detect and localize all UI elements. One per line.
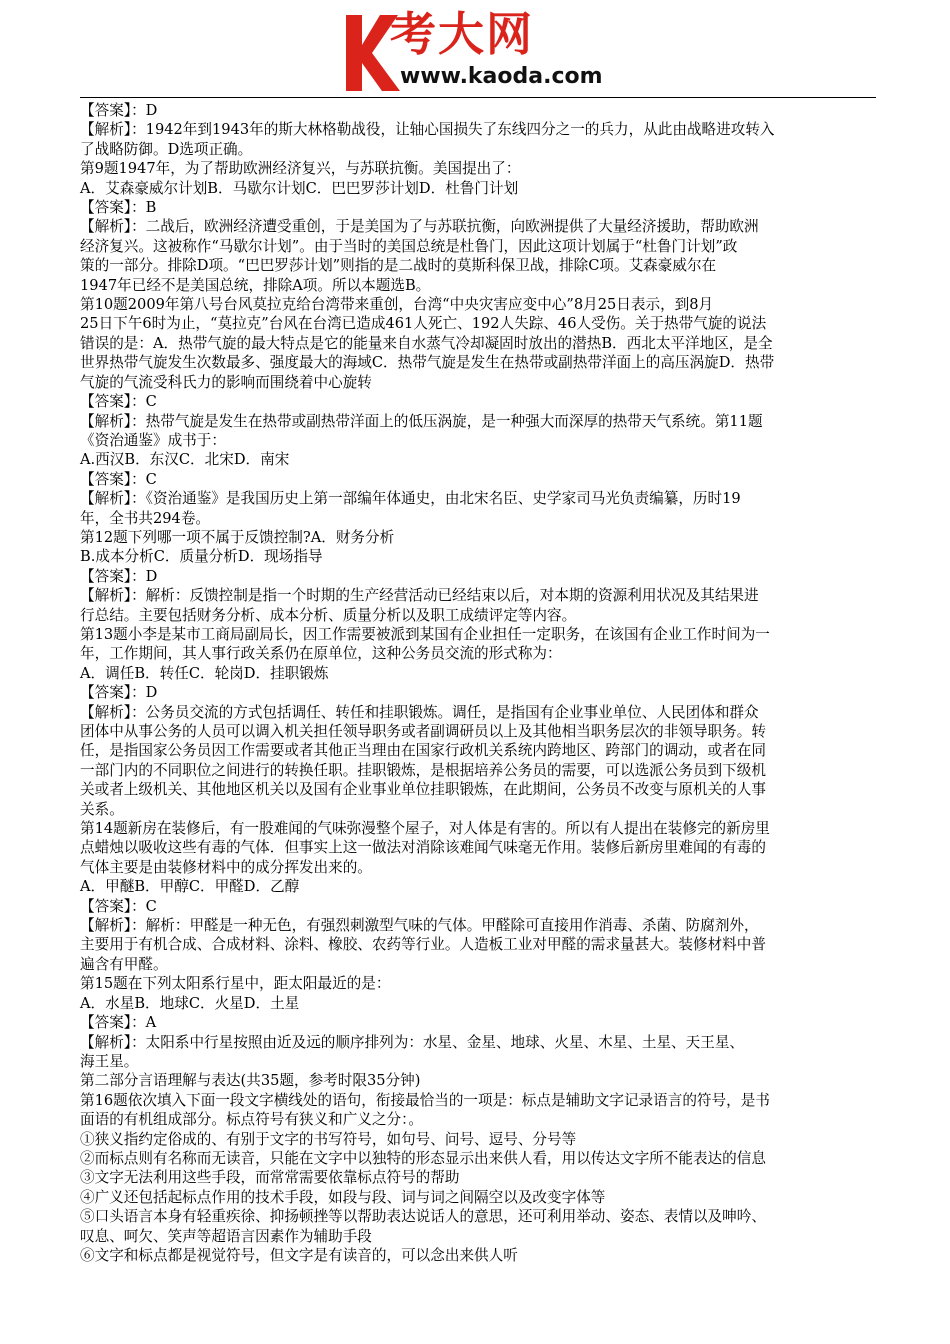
- text-line: B.成本分析C．质量分析D．现场指导: [80, 548, 323, 566]
- text-line: 第13题小李是某市工商局副局长，因工作需要被派到某国有企业担任一定职务，在该国有企业工作时间为一: [80, 625, 770, 643]
- text-line: 【答案】：A: [80, 1014, 157, 1032]
- text-line: 气旋的气流受科氏力的影响而围绕着中心旋转: [80, 373, 372, 391]
- text-line: 遍含有甲醛。: [80, 955, 168, 973]
- text-line: 叹息、呵欠、笑声等超语言因素作为辅助手段: [80, 1227, 372, 1245]
- text-line: 【答案】：D: [80, 684, 158, 702]
- header-divider: [80, 97, 876, 98]
- text-line: 【解析】：公务员交流的方式包括调任、转任和挂职锻炼。调任，是指国有企业事业单位、人民团体和群众: [80, 703, 759, 721]
- text-line: 世界热带气旋发生次数最多、强度最大的海域C．热带气旋是发生在热带或副热带洋面上的高压涡旋D．热带: [80, 354, 775, 372]
- text-line: 【解析】：热带气旋是发生在热带或副热带洋面上的低压涡旋，是一种强大而深厚的热带天气系统。第11题: [80, 412, 763, 430]
- text-line: 【答案】：C: [80, 470, 157, 488]
- text-line: 年，工作期间，其人事行政关系仍在原单位，这种公务员交流的形式称为：: [80, 645, 562, 663]
- text-line: 错误的是：A．热带气旋的最大特点是它的能量来自水蒸气冷却凝固时放出的潜热B．西北太平洋地区，是全: [80, 334, 773, 352]
- text-line: 第10题2009年第八号台风莫拉克给台湾带来重创，台湾“中央灾害应变中心”8月25日表示，到8月: [80, 296, 714, 314]
- document-body: [80, 101, 870, 1265]
- text-line: 面语的有机组成部分。标点符号有狭义和广义之分：。: [80, 1111, 423, 1129]
- text-line: ②而标点则有名称而无读音，只能在文字中以独特的形态显示出来供人看，用以传达文字所不能表达的信息: [80, 1149, 766, 1167]
- text-line: 1947年已经不是美国总统，排除A项。所以本题选B。: [80, 276, 431, 294]
- text-line: 第12题下列哪一项不属于反馈控制?A．财务分析: [80, 528, 395, 546]
- text-line: 【解析】：太阳系中行星按照由近及远的顺序排列为：水星、金星、地球、火星、木星、土星、天王星、: [80, 1033, 745, 1051]
- logo-title: 考大网: [390, 7, 534, 61]
- text-line: 【答案】：C: [80, 393, 157, 411]
- text-line: A．甲醚B．甲醇C．甲醛D．乙醇: [80, 878, 300, 896]
- text-line: 海王星。: [80, 1052, 139, 1070]
- text-line: ④广义还包括起标点作用的技术手段，如段与段、词与词之间隔空以及改变字体等: [80, 1188, 606, 1206]
- text-line: A．调任B．转任C．轮岗D．挂职锻炼: [80, 664, 329, 682]
- text-line: 【解析】：《资治通鉴》是我国历史上第一部编年体通史，由北宋名臣、史学家司马光负责编纂，历时19: [80, 490, 741, 508]
- text-line: 第二部分言语理解与表达(共35题，参考时限35分钟): [80, 1072, 421, 1090]
- text-line: 一部门内的不同职位之间进行的转换任职。挂职锻炼，是根据培养公务员的需要，可以选派公务员到下级机: [80, 761, 766, 779]
- text-line: 第15题在下列太阳系行星中，距太阳最近的是：: [80, 975, 391, 993]
- text-line: 了战略防御。D选项正确。: [80, 140, 253, 158]
- text-line: ①狭义指约定俗成的、有别于文字的书写符号，如句号、问号、逗号、分号等: [80, 1130, 577, 1148]
- text-line: 【解析】：解析：反馈控制是指一个时期的生产经营活动已经结束以后，对本期的资源利用状况及其结果进: [80, 587, 759, 605]
- text-line: 团体中从事公务的人员可以调入机关担任领导职务或者副调研员以上及其他相当职务层次的非领导职务。转: [80, 723, 766, 740]
- text-line: 关系。: [80, 800, 124, 818]
- text-line: ⑤口头语言本身有轻重疾徐、抑扬顿挫等以帮助表达说话人的意思，还可利用举动、姿态、表情以及呻吟、: [80, 1208, 766, 1226]
- text-line: 【解析】：二战后，欧洲经济遭受重创，于是美国为了与苏联抗衡，向欧洲提供了大量经济援助，帮助欧洲: [80, 218, 759, 236]
- text-line: 年，全书共294卷。: [80, 509, 211, 527]
- text-line: 任，是指国家公务员因工作需要或者其他正当理由在国家行政机关系统内跨地区、跨部门的调动，或者在同: [80, 742, 766, 760]
- text-line: 关或者上级机关、其他地区机关以及国有企业事业单位挂职锻炼，在此期间，公务员不改变与原机关的人事: [80, 781, 766, 799]
- text-line: A.西汉B．东汉C．北宋D．南宋: [80, 451, 290, 469]
- text-line: 行总结。主要包括财务分析、成本分析、质量分析以及职工成绩评定等内容。: [80, 606, 577, 624]
- text-line: 点蜡烛以吸收这些有毒的气体．但事实上这一做法对消除该难闻气味毫无作用。装修后新房里难闻的有毒的: [80, 839, 766, 857]
- text-line: A．水星B．地球C．火星D．土星: [80, 994, 300, 1012]
- text-line: 策的一部分。排除D项。“巴巴罗莎计划”则指的是二战时的莫斯科保卫战，排除C项。艾森豪威尔在: [80, 257, 717, 275]
- text-line: ⑥文字和标点都是视觉符号，但文字是有读音的，可以念出来供人听: [80, 1246, 518, 1264]
- text-line: 气体主要是由装修材料中的成分挥发出来的。: [80, 858, 372, 876]
- text-line: 25日下午6时为止，“莫拉克”台风在台湾已造成461人死亡、192人失踪、46人受伤。关于热带气旋的说法: [80, 315, 767, 333]
- text-line: 《资治通鉴》成书于：: [80, 431, 226, 449]
- text-line: 第16题依次填入下面一段文字横线处的语句，衔接最恰当的一项是：标点是辅助文字记录语言的符号，是书: [80, 1091, 770, 1109]
- text-line: 第9题1947年，为了帮助欧洲经济复兴，与苏联抗衡。美国提出了：: [80, 160, 521, 178]
- text-line: 【答案】：C: [80, 897, 157, 915]
- text-line: ③文字无法利用这些手段，而常常需要依靠标点符号的帮助: [80, 1169, 460, 1187]
- text-line: A．艾森豪威尔计划B．马歇尔计划C．巴巴罗莎计划D．杜鲁门计划: [80, 179, 519, 197]
- text-line: 【答案】：D: [80, 102, 158, 119]
- text-line: 主要用于有机合成、合成材料、涂料、橡胶、农药等行业。人造板工业对甲醛的需求量甚大。装修材料中普: [80, 936, 766, 954]
- text-line: 【解析】：1942年到1943年的斯大林格勒战役，让轴心国损失了东线四分之一的兵力，从此由战略进攻转入: [80, 121, 775, 139]
- logo-url: www.kaoda.com: [400, 64, 603, 89]
- text-line: 【答案】：D: [80, 567, 158, 585]
- text-line: 【解析】：解析：甲醛是一种无色，有强烈刺激型气味的气体。甲醛除可直接用作消毒、杀菌、防腐剂外，: [80, 917, 759, 935]
- text-line: 第14题新房在装修后，有一股难闻的气味弥漫整个屋子，对人体是有害的。所以有人提出在装修完的新房里: [80, 820, 770, 838]
- text-line: 【答案】：B: [80, 199, 157, 217]
- text-line: 经济复兴。这被称作“马歇尔计划”。由于当时的美国总统是杜鲁门，因此这项计划属于“杜鲁门计划”政: [80, 237, 738, 255]
